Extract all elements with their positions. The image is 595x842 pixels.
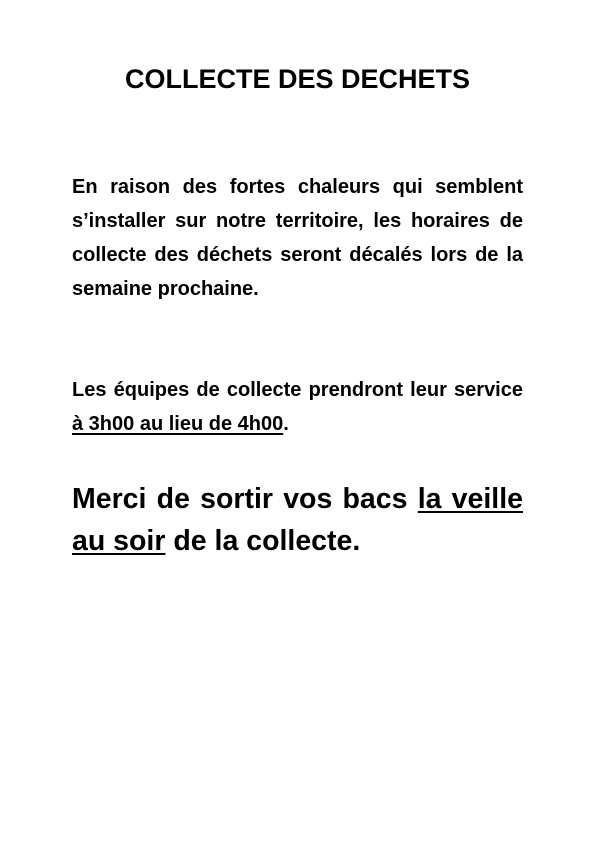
document-title: COLLECTE DES DECHETS bbox=[124, 64, 471, 94]
schedule-change-text: Les équipes de collecte prendront leur service bbox=[72, 379, 523, 401]
bin-instruction-paragraph bbox=[72, 478, 523, 562]
heat-notice-paragraph: En raison des fortes chaleurs qui semblent s’installer sur notre territoire, les horaires de collecte des déchets seront décalés lors de la semaine prochaine. bbox=[72, 176, 523, 300]
schedule-change-end: . bbox=[283, 413, 289, 435]
evening-before-emphasis: la veille au soir bbox=[72, 483, 523, 557]
new-start-time: à 3h00 au lieu de 4h00 bbox=[72, 413, 284, 435]
schedule-change-paragraph bbox=[72, 373, 523, 441]
bin-instruction-end: de la collecte. bbox=[165, 525, 361, 557]
bin-instruction-text: Merci de sortir vos bacs bbox=[72, 483, 418, 515]
